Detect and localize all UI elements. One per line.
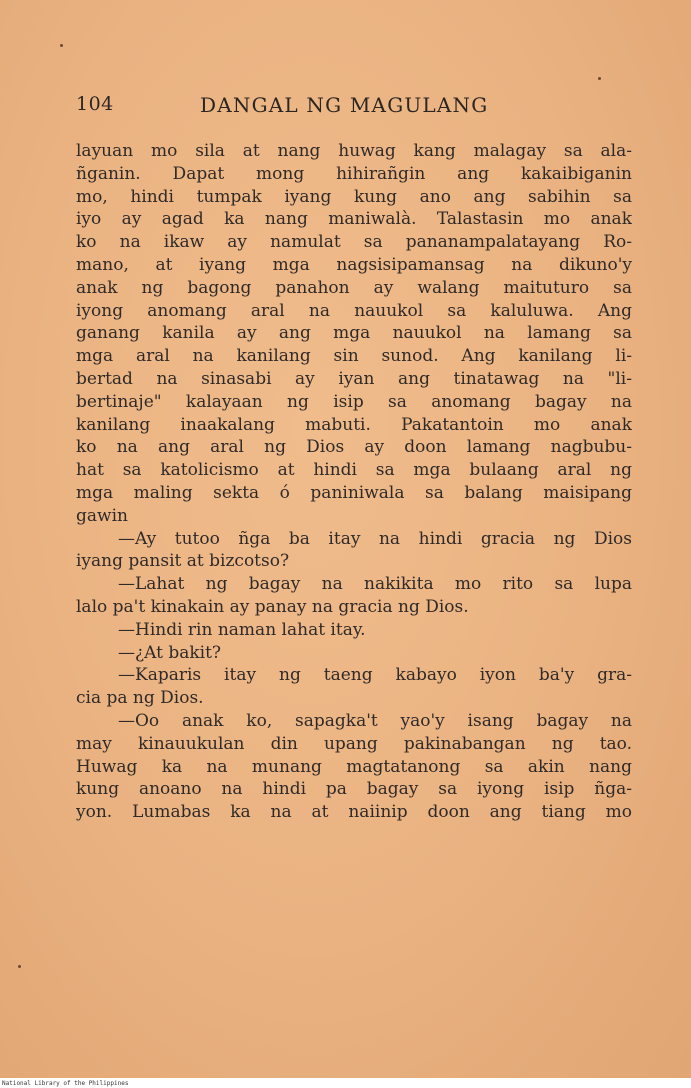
running-title: DANGAL NG MAGULANG xyxy=(200,93,489,117)
body-text xyxy=(76,140,632,824)
text-line: yon. Lumabas ka na at naiinip doon ang tiang mo xyxy=(76,802,632,823)
text-line: —Hindi rin naman lahat itay. xyxy=(118,619,366,640)
text-line: cia pa ng Dios. xyxy=(76,688,204,709)
text-line: kanilang inaakalang mabuti. Pakatantoin mo anak xyxy=(76,414,632,435)
text-line: kung anoano na hindi pa bagay sa iyong isip ñga- xyxy=(76,779,632,800)
text-line: anak ng bagong panahon ay walang maituturo sa xyxy=(76,277,632,298)
page-number: 104 xyxy=(76,93,114,115)
text-line: —Oo anak ko, sapagka't yao'y isang bagay na xyxy=(118,710,632,731)
text-line: iyo ay agad ka nang maniwalà. Talastasin mo anak xyxy=(76,209,632,230)
text-line: iyang pansit at bizcotso? xyxy=(76,551,290,572)
text-line: mano, at iyang mga nagsisipamansag na dikuno'y xyxy=(76,254,632,275)
text-line: iyong anomang aral na nauukol sa kaluluwa. Ang xyxy=(76,300,632,321)
text-line: —Ay tutoo ñga ba itay na hindi gracia ng Dios xyxy=(118,528,632,549)
ink-speck xyxy=(60,44,63,47)
text-line: may kinauukulan din upang pakinabangan ng tao. xyxy=(76,733,632,754)
text-line: Huwag ka na munang magtatanong sa akin nang xyxy=(76,756,632,777)
text-line: ko na ang aral ng Dios ay doon lamang nagbubu- xyxy=(76,437,632,458)
text-line: bertad na sinasabi ay iyan ang tinatawag na "li- xyxy=(76,368,632,389)
ink-speck xyxy=(18,965,21,968)
text-line: gawin xyxy=(76,505,128,526)
library-credit: National Library of the Philippines xyxy=(2,1080,129,1087)
text-line: —¿At bakit? xyxy=(118,642,222,663)
text-line: hat sa katolicismo at hindi sa mga bulaang aral ng xyxy=(76,460,632,481)
text-line: ñganin. Dapat mong hihirañgin ang kakaibiganin xyxy=(76,163,632,184)
ink-speck xyxy=(598,77,601,80)
text-line: lalo pa't kinakain ay panay na gracia ng Dios. xyxy=(76,596,469,617)
text-line: mga aral na kanilang sin sunod. Ang kanilang li- xyxy=(76,346,632,367)
text-line: —Kaparis itay ng taeng kabayo iyon ba'y gra- xyxy=(118,665,632,686)
text-line: —Lahat ng bagay na nakikita mo rito sa lupa xyxy=(118,574,632,595)
text-line: ko na ikaw ay namulat sa pananampalatayang Ro- xyxy=(76,232,632,253)
text-line: layuan mo sila at nang huwag kang malagay sa ala- xyxy=(76,141,632,161)
page-header xyxy=(76,93,636,123)
text-line: ganang kanila ay ang mga nauukol na lamang sa xyxy=(76,323,632,344)
text-line: bertinaje" kalayaan ng isip sa anomang bagay na xyxy=(76,391,632,412)
text-line: mga maling sekta ó paniniwala sa balang maisipang xyxy=(76,482,632,503)
text-line: mo, hindi tumpak iyang kung ano ang sabihin sa xyxy=(76,186,632,207)
